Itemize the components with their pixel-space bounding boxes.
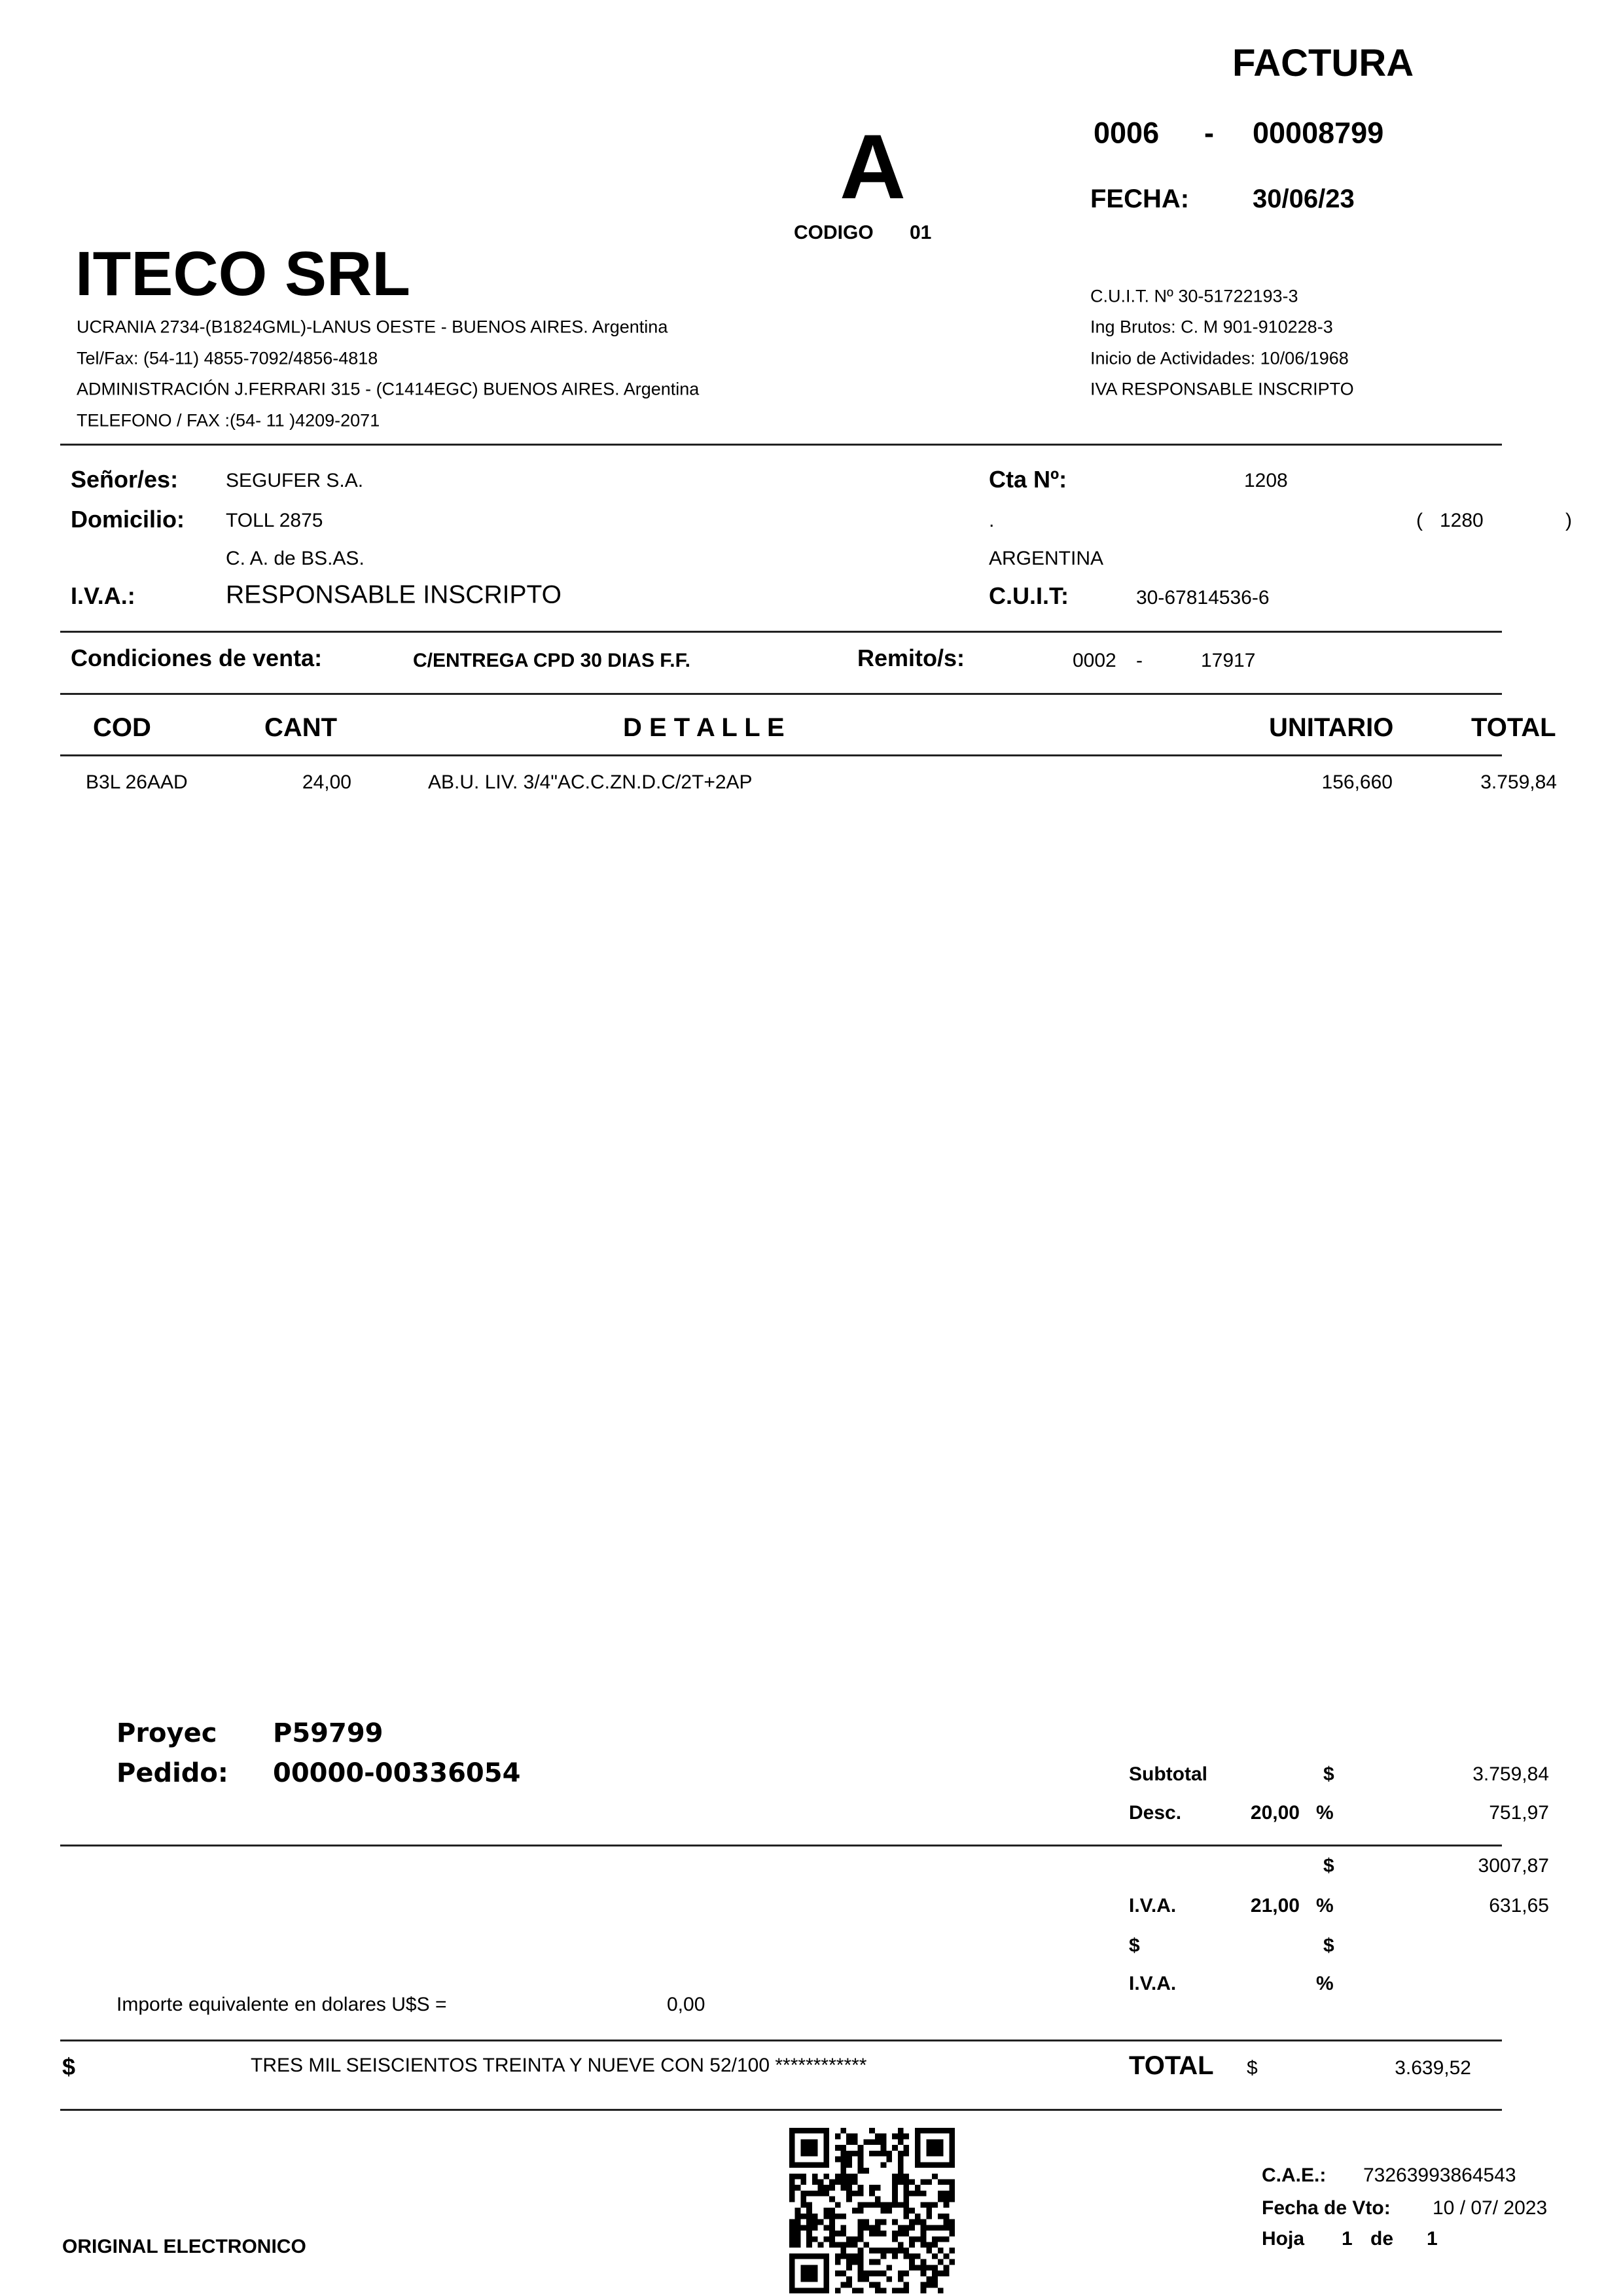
company-ing-brutos: Ing Brutos: C. M 901-910228-3 [1090, 317, 1333, 337]
iva-value: 631,65 [1489, 1895, 1549, 1916]
pedido-label: Pedido: [116, 1758, 228, 1788]
company-name: ITECO SRL [75, 239, 411, 309]
company-inicio: Inicio de Actividades: 10/06/1968 [1090, 348, 1349, 368]
row-cant: 24,00 [302, 771, 351, 793]
divider [60, 2109, 1502, 2111]
client-address: TOLL 2875 [226, 510, 323, 531]
cp-open: ( [1416, 510, 1423, 531]
client-postal-code: 1280 [1440, 510, 1484, 531]
pct-symbol: % [1316, 1802, 1334, 1824]
vto-value: 10 / 07/ 2023 [1433, 2197, 1548, 2219]
divider [60, 631, 1502, 633]
row-cod: B3L 26AAD [86, 771, 188, 793]
row-unitario: 156,660 [1321, 771, 1393, 793]
subtotal-value: 3.759,84 [1472, 1763, 1549, 1785]
client-name: SEGUFER S.A. [226, 470, 364, 491]
currency-symbol: $ [1323, 1763, 1334, 1785]
currency-symbol: $ [1129, 1935, 1140, 1956]
company-cuit: C.U.I.T. Nº 30-51722193-3 [1090, 286, 1298, 306]
cta-value: 1208 [1244, 470, 1288, 491]
condiciones-label: Condiciones de venta: [71, 645, 323, 671]
cae-label: C.A.E.: [1262, 2164, 1327, 2186]
divider [60, 444, 1502, 446]
punto-venta: 0006 [1094, 116, 1160, 150]
client-cuit: 30-67814536-6 [1136, 587, 1270, 609]
qr-code [789, 2127, 955, 2294]
col-detalle: D E T A L L E [623, 713, 785, 742]
remito-sep: - [1136, 650, 1143, 671]
company-iva: IVA RESPONSABLE INSCRIPTO [1090, 379, 1354, 399]
cta-label: Cta Nº: [989, 466, 1067, 493]
desc-label: Desc. [1129, 1802, 1182, 1824]
total-value: 3.639,52 [1395, 2057, 1471, 2079]
remito-number: 17917 [1201, 650, 1256, 671]
hojas-total: 1 [1427, 2228, 1438, 2250]
divider [60, 693, 1502, 695]
invoice-letter: A [840, 115, 906, 218]
document-type: FACTURA [1232, 42, 1414, 84]
invoice-number: 00008799 [1253, 116, 1384, 150]
senor-label: Señor/es: [71, 466, 179, 493]
client-city: C. A. de BS.AS. [226, 548, 365, 569]
subtotal-label: Subtotal [1129, 1763, 1207, 1785]
proyec-value: P59799 [273, 1718, 383, 1748]
hoja-value: 1 [1342, 2228, 1353, 2250]
desc-pct: 20,00 [1250, 1802, 1300, 1824]
pct-symbol: % [1316, 1973, 1334, 1994]
company-phone: Tel/Fax: (54-11) 4855-7092/4856-4818 [77, 348, 378, 368]
currency-symbol: $ [1323, 1935, 1334, 1956]
amount-in-words: TRES MIL SEISCIENTOS TREINTA Y NUEVE CON 52/100 ************ [251, 2055, 867, 2076]
fecha-label: FECHA: [1090, 185, 1190, 213]
codigo-value: 01 [910, 222, 932, 243]
iva-label: I.V.A.: [71, 582, 135, 609]
divider [60, 2040, 1502, 2041]
domicilio-label: Domicilio: [71, 506, 185, 533]
col-cod: COD [93, 713, 151, 742]
iva-extra-label: I.V.A. [1129, 1973, 1177, 1994]
cae-value: 73263993864543 [1363, 2164, 1516, 2186]
remito-label: Remito/s: [857, 645, 965, 671]
total-label: TOTAL [1129, 2051, 1214, 2080]
condiciones-value: C/ENTREGA CPD 30 DIAS F.F. [413, 650, 690, 671]
iva-pct: 21,00 [1250, 1895, 1300, 1916]
usd-value: 0,00 [667, 1994, 705, 2015]
de-label: de [1370, 2228, 1394, 2250]
company-admin: ADMINISTRACIÓN J.FERRARI 315 - (C1414EGC) BUENOS AIRES. Argentina [77, 379, 700, 399]
col-total: TOTAL [1471, 713, 1556, 742]
col-unitario: UNITARIO [1269, 713, 1394, 742]
hoja-label: Hoja [1262, 2228, 1305, 2250]
col-cant: CANT [264, 713, 338, 742]
usd-label: Importe equivalente en dolares U$S = [116, 1994, 447, 2015]
number-separator: - [1204, 116, 1214, 150]
pedido-value: 00000-00336054 [273, 1758, 521, 1788]
currency-symbol: $ [1247, 2057, 1258, 2079]
divider [60, 754, 1502, 756]
original-label: ORIGINAL ELECTRONICO [62, 2236, 306, 2257]
client-iva: RESPONSABLE INSCRIPTO [226, 580, 562, 609]
desc-value: 751,97 [1489, 1802, 1549, 1824]
row-total: 3.759,84 [1480, 771, 1557, 793]
client-country: ARGENTINA [989, 548, 1104, 569]
company-fax: TELEFONO / FAX :(54- 11 )4209-2071 [77, 410, 380, 431]
remito-pv: 0002 [1073, 650, 1116, 671]
fecha-value: 30/06/23 [1253, 185, 1355, 213]
proyec-label: Proyec [116, 1718, 217, 1748]
cuit-label: C.U.I.T: [989, 582, 1069, 609]
company-address: UCRANIA 2734-(B1824GML)-LANUS OESTE - BUENOS AIRES. Argentina [77, 317, 668, 337]
client-locality: . [989, 510, 995, 531]
currency-symbol: $ [62, 2053, 76, 2080]
codigo-label: CODIGO [794, 222, 874, 243]
row-detalle: AB.U. LIV. 3/4"AC.C.ZN.D.C/2T+2AP [428, 771, 753, 793]
pct-symbol: % [1316, 1895, 1334, 1916]
neto-value: 3007,87 [1478, 1855, 1549, 1877]
iva-total-label: I.V.A. [1129, 1895, 1177, 1916]
cp-close: ) [1565, 510, 1572, 531]
vto-label: Fecha de Vto: [1262, 2197, 1391, 2219]
currency-symbol: $ [1323, 1855, 1334, 1877]
divider [60, 1845, 1502, 1846]
